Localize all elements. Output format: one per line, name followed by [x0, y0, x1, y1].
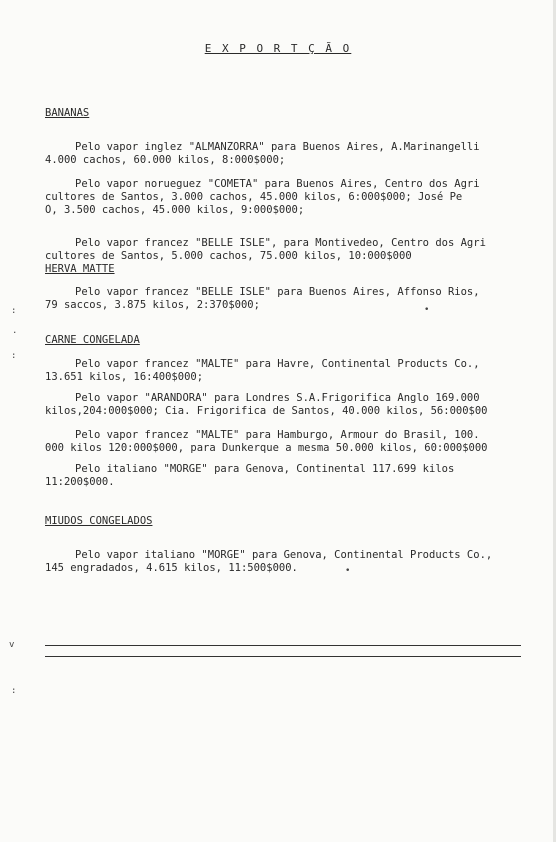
divider-rule — [45, 656, 521, 657]
text-line: Pelo vapor francez "MALTE" para Hamburgo, Armour do Brasil, 100. — [75, 429, 480, 441]
text-line: 145 engradados, 4.615 kilos, 11:500$000. — [45, 562, 298, 574]
text-line: 4.000 cachos, 60.000 kilos, 8:000$000; — [45, 154, 286, 166]
text-line: 11:200$000. — [45, 476, 115, 488]
text-line: cultores de Santos, 5.000 cachos, 75.000 kilos, 10:000$000 — [45, 250, 412, 262]
herva-paragraph-1 — [45, 286, 540, 312]
text-line: 000 kilos 120:000$000, para Dunkerque a mesma 50.000 kilos, 60:000$000 — [45, 442, 488, 454]
text-line: Pelo italiano "MORGE" para Genova, Continental 117.699 kilos — [75, 463, 455, 475]
carne-paragraph-3 — [45, 429, 540, 455]
carne-paragraph-2 — [45, 392, 540, 418]
text-line: Pelo vapor francez "BELLE ISLE" para Buenos Aires, Affonso Rios, — [75, 286, 480, 298]
text-line: 79 saccos, 3.875 kilos, 2:370$000; — [45, 299, 260, 311]
text-line: Pelo vapor francez "BELLE ISLE", para Montivedeo, Centro dos Agri — [75, 237, 486, 249]
text-line: Pelo vapor francez "MALTE" para Havre, Continental Products Co., — [75, 358, 480, 370]
margin-mark: . — [12, 326, 18, 336]
text-line: Pelo vapor italiano "MORGE" para Genova, Continental Products Co., — [75, 549, 493, 561]
divider-rule — [45, 645, 521, 646]
carne-paragraph-4 — [45, 463, 540, 489]
miudos-paragraph-1 — [45, 549, 540, 575]
margin-mark: : — [11, 686, 17, 696]
margin-mark: : — [11, 351, 17, 361]
margin-mark: v — [9, 640, 15, 650]
document-title: E X P O R T Ç Ã O — [204, 42, 352, 55]
text-line: Ò, 3.500 cachos, 45.000 kilos, 9:000$000; — [45, 204, 305, 216]
bananas-paragraph-2 — [45, 178, 540, 217]
section-heading-bananas: BANANAS — [45, 107, 90, 119]
bananas-paragraph-3 — [45, 237, 540, 263]
margin-mark: : — [11, 306, 17, 316]
text-line: Pelo vapor "ARANDORA" para Londres S.A.Frigorifica Anglo 169.000 — [75, 392, 480, 404]
text-line: Pelo vapor norueguez "COMETA" para Buenos Aires, Centro dos Agri — [75, 178, 480, 190]
text-line: cultores de Santos, 3.000 cachos, 45.000 kilos, 6:000$000; José Pe — [45, 191, 463, 203]
text-line: Pelo vapor inglez "ALMANZORRA" para Buenos Aires, A.Marinangelli — [75, 141, 480, 153]
section-heading-carne-congelada: CARNE CONGELADA — [45, 334, 140, 346]
margin-mark: • — [424, 305, 430, 315]
carne-paragraph-1 — [45, 358, 540, 384]
section-heading-miudos-congelados: MIUDOS CONGELADOS — [45, 515, 153, 527]
section-heading-herva-matte: HERVA MATTE — [45, 263, 115, 275]
text-line: 13.651 kilos, 16:400$000; — [45, 371, 204, 383]
margin-mark: • — [345, 566, 351, 576]
bananas-paragraph-1 — [45, 141, 540, 167]
text-line: kilos,204:000$000; Cia. Frigorifica de Santos, 40.000 kilos, 56:000$00 — [45, 405, 488, 417]
